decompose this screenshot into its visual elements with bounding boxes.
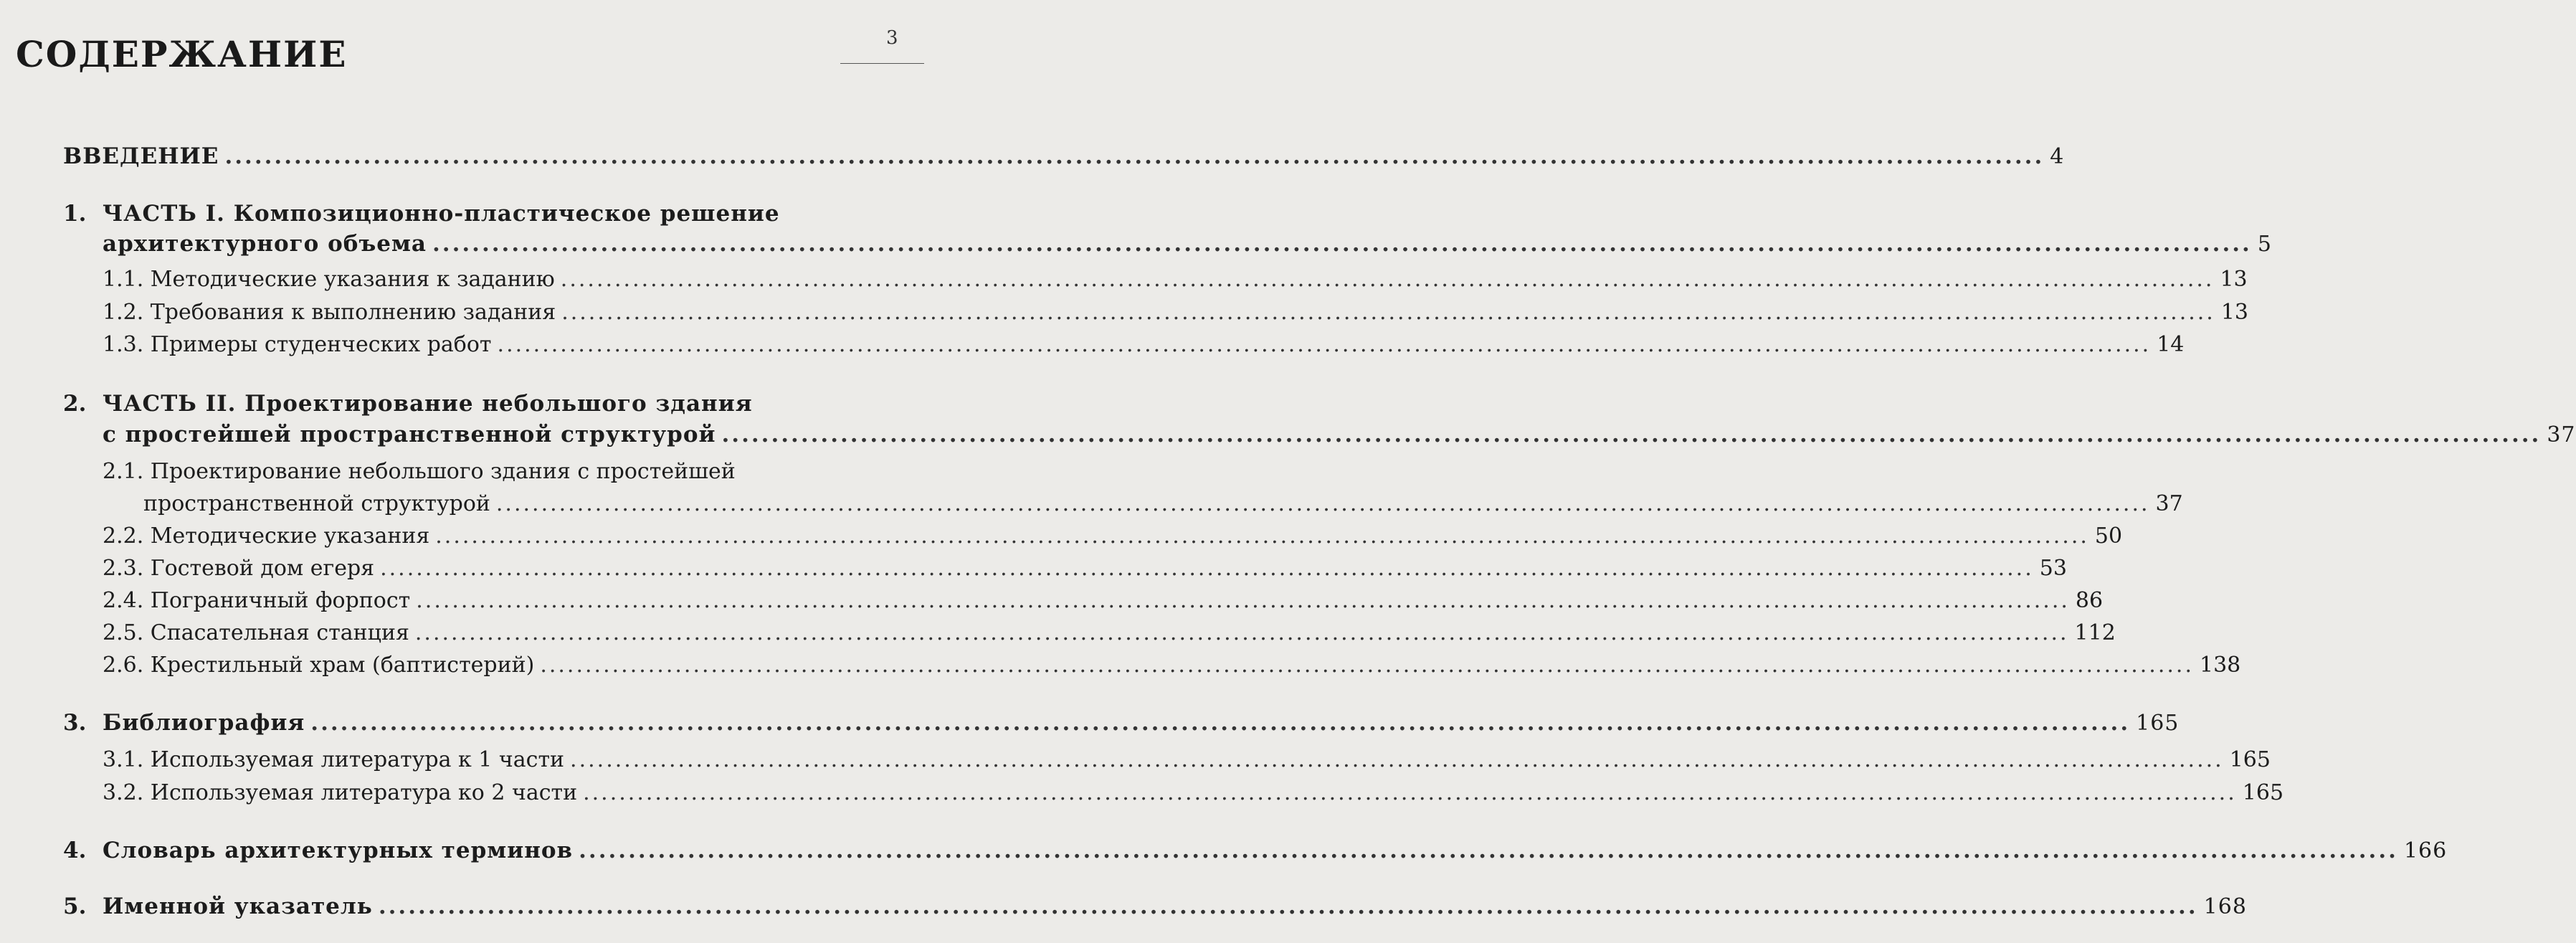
toc-entry-page: 37: [2547, 422, 2576, 447]
dot-leader: ........................................................................................................................................................................................: [721, 422, 2542, 447]
section-title-line1[interactable]: ЧАСТЬ II. Проектирование небольшого здания: [103, 391, 753, 417]
dot-leader: ........................................................................................................................................................................................: [416, 588, 2070, 613]
toc-entry-1-1[interactable]: [103, 267, 2248, 292]
section-title-line2: архитектурного объема: [103, 231, 427, 257]
toc-entry-label: Именной указатель: [103, 894, 373, 919]
toc-entry-page: 5: [2257, 232, 2272, 257]
subsection-title-line1[interactable]: 2.1. Проектирование небольшого здания с простейшей: [103, 459, 736, 484]
toc-entry-page: 4: [2050, 144, 2065, 169]
section-title-line1[interactable]: ЧАСТЬ I. Композиционно-пластическое решение: [103, 201, 780, 227]
toc-entry-part4[interactable]: [103, 838, 2448, 863]
dot-leader: ........................................................................................................................................................................................: [435, 523, 2089, 549]
subsection-title-line2: пространственной структурой: [143, 491, 490, 516]
toc-entry-page: 138: [2199, 653, 2241, 678]
toc-entry-label: 2.5. Спасательная станция: [103, 620, 409, 645]
toc-entry-page: 13: [2220, 267, 2248, 292]
section-number: 4.: [63, 838, 87, 863]
toc-entry-3-1[interactable]: [103, 747, 2271, 772]
section-number: 3.: [63, 710, 87, 736]
toc-entry-label: 2.3. Гостевой дом егеря: [103, 556, 375, 581]
dot-leader: ........................................................................................................................................................................................: [224, 143, 2045, 169]
section-number: 1.: [63, 201, 87, 227]
dot-leader: ........................................................................................................................................................................................: [579, 838, 2398, 863]
dot-leader: ........................................................................................................................................................................................: [561, 300, 2215, 325]
toc-entry-2-6[interactable]: [103, 653, 2241, 678]
toc-entry-page: 165: [2136, 711, 2180, 736]
toc-entry-label: 2.6. Крестильный храм (баптистерий): [103, 653, 535, 678]
dot-leader: ........................................................................................................................................................................................: [378, 894, 2198, 919]
toc-entry-3-2[interactable]: [103, 780, 2284, 805]
toc-entry-1-3[interactable]: [103, 332, 2185, 357]
dot-leader: ........................................................................................................................................................................................: [380, 556, 2034, 581]
toc-entry-page: 37: [2155, 491, 2183, 516]
toc-entry-label: 1.1. Методические указания к заданию: [103, 267, 555, 292]
dot-leader: ........................................................................................................................................................................................: [414, 620, 2069, 645]
toc-entry-page: 165: [2242, 780, 2284, 805]
toc-entry-label: Словарь архитектурных терминов: [103, 838, 574, 863]
toc-entry-label: 2.4. Пограничный форпост: [103, 588, 411, 613]
toc-entry-1-2[interactable]: [103, 300, 2249, 325]
toc-entry-page: 13: [2220, 300, 2249, 325]
toc-entry-page: 50: [2094, 523, 2123, 549]
toc-entry-2-5[interactable]: [103, 620, 2116, 645]
toc-entry-label: 2.2. Методические указания: [103, 523, 430, 549]
toc-entry-label: 3.2. Используемая литература ко 2 части: [103, 780, 578, 805]
dot-leader: ........................................................................................................................................................................................: [495, 491, 2150, 516]
dot-leader: ........................................................................................................................................................................................: [560, 267, 2215, 292]
dot-leader: ........................................................................................................................................................................................: [310, 710, 2131, 736]
toc-entry-page: 86: [2075, 588, 2104, 613]
dot-leader: ........................................................................................................................................................................................: [540, 653, 2194, 678]
toc-entry-page: 53: [2039, 556, 2067, 581]
dot-leader: ........................................................................................................................................................................................: [497, 332, 2152, 357]
dot-leader: ........................................................................................................................................................................................: [570, 747, 2224, 772]
toc-entry-label: Библиография: [103, 710, 305, 736]
toc-entry-label: 1.2. Требования к выполнению задания: [103, 300, 556, 325]
toc-entry-2-4[interactable]: [103, 588, 2104, 613]
toc-entry-part1[interactable]: [103, 231, 2272, 257]
toc-entry-part2[interactable]: [103, 422, 2576, 447]
page-title: СОДЕРЖАНИЕ: [16, 33, 348, 75]
toc-entry-page: 112: [2074, 620, 2116, 645]
toc-entry-2-2[interactable]: [103, 523, 2123, 549]
section-number: 5.: [63, 894, 87, 919]
toc-entry-2-1[interactable]: [143, 491, 2183, 516]
toc-entry-page: 14: [2157, 332, 2185, 357]
toc-entry-page: 168: [2203, 894, 2247, 919]
toc-entry-part5[interactable]: [103, 894, 2247, 919]
section-number: 2.: [63, 391, 87, 417]
toc-entry-2-3[interactable]: [103, 556, 2067, 581]
toc-entry-page: 166: [2403, 838, 2448, 863]
toc-entry-label: 3.1. Используемая литература к 1 части: [103, 747, 565, 772]
page-number: 3: [886, 27, 898, 49]
toc-entry-label: ВВЕДЕНИЕ: [63, 143, 219, 169]
section-title-line2: с простейшей пространственной структурой: [103, 422, 716, 447]
toc-entry-page: 165: [2229, 747, 2271, 772]
toc-entry-intro[interactable]: [63, 143, 2065, 169]
dot-leader: ........................................................................................................................................................................................: [583, 780, 2237, 805]
toc-entry-label: 1.3. Примеры студенческих работ: [103, 332, 492, 357]
toc-entry-part3[interactable]: [103, 710, 2180, 736]
dot-leader: ........................................................................................................................................................................................: [432, 231, 2252, 257]
